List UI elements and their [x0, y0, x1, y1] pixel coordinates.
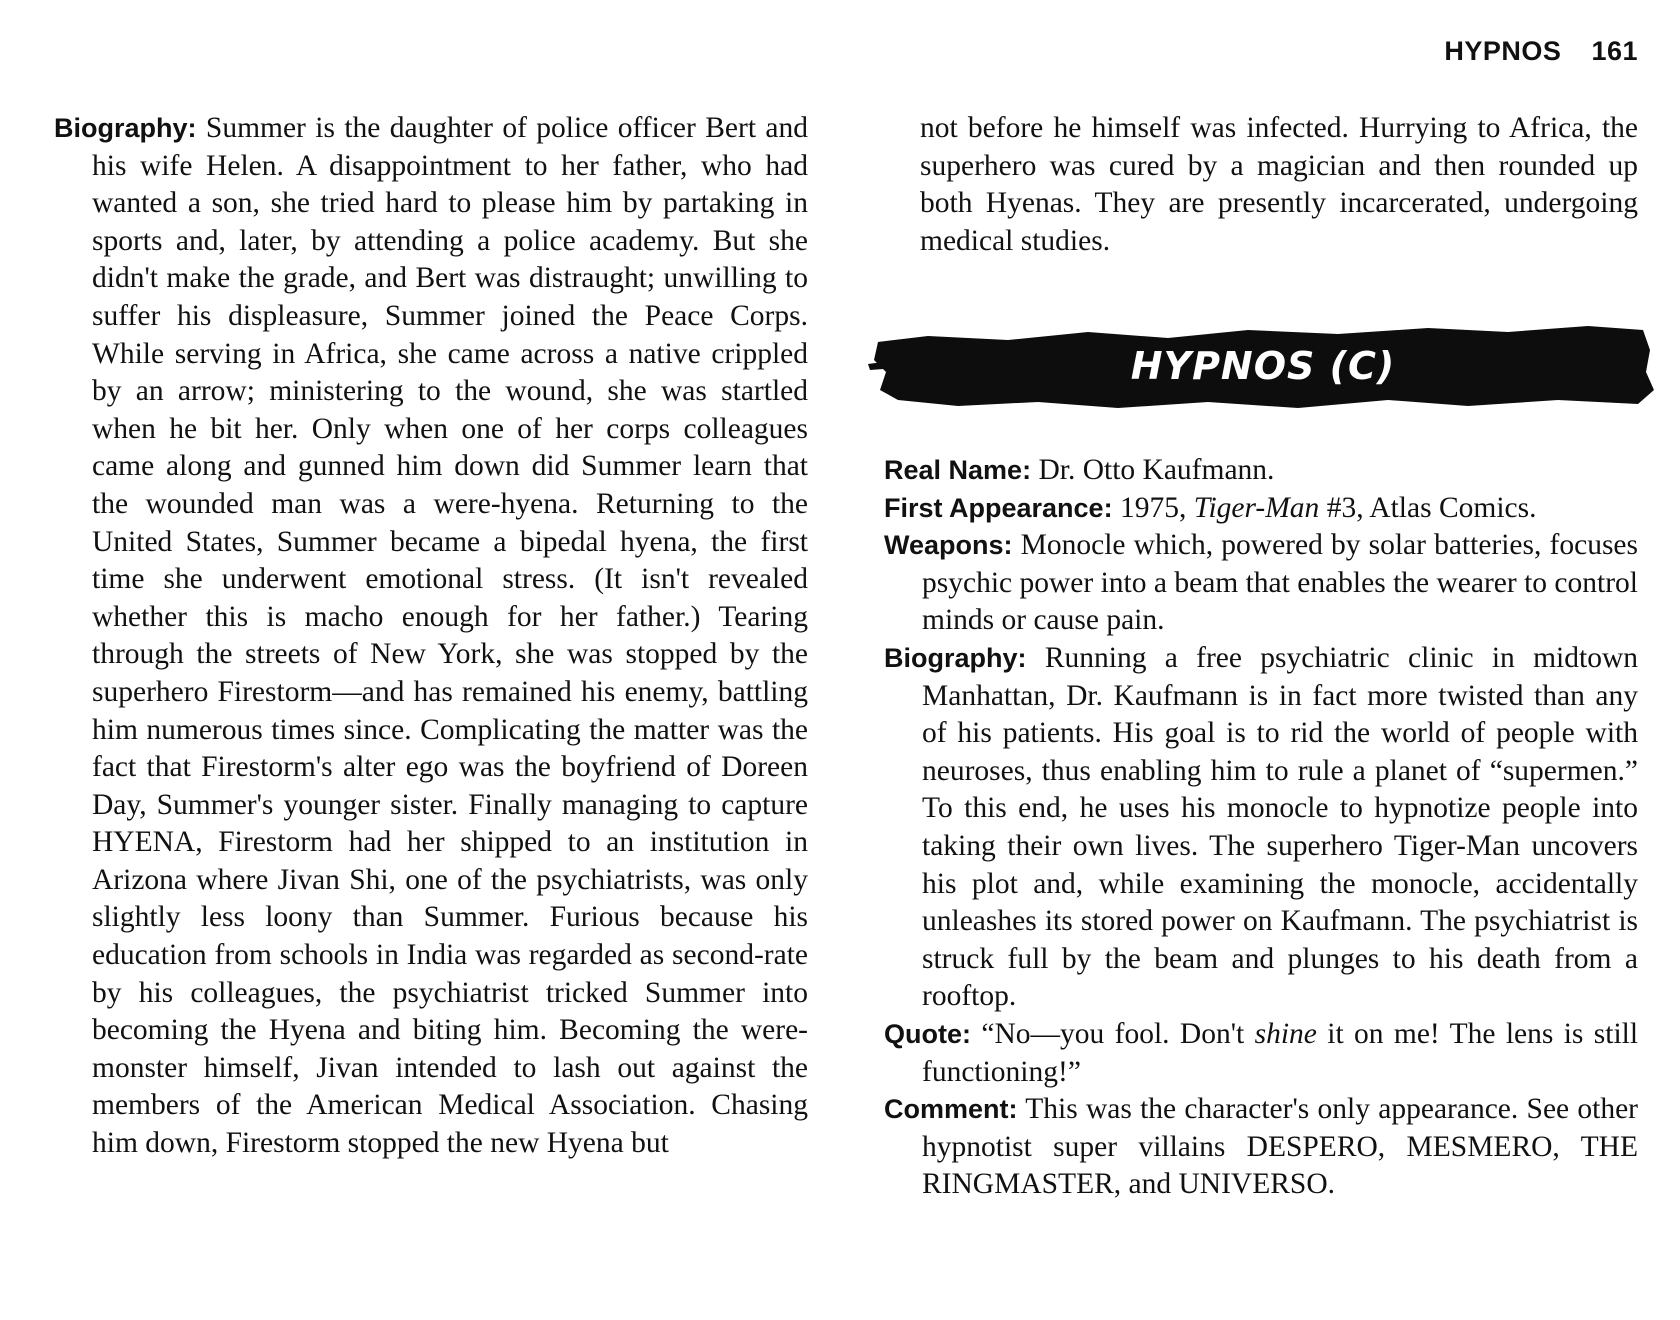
running-head-title: HYPNOS: [1444, 36, 1562, 66]
section-banner: [868, 320, 1658, 412]
quote-text-before: “No—you fool. Don't: [981, 1017, 1245, 1050]
quote-label: Quote:: [884, 1018, 971, 1049]
quote-text-emphasis: shine: [1254, 1017, 1317, 1050]
biography-text: Summer is the daughter of police officer Bert and his wife Helen. A disappointment to her father, who had wanted a son, she tried hard to please him by partaking in sports and, later, by attending a police academy. But she didn't make the grade, and Bert was distraught; unwilling to suffer his displeasure, Summer joined the Peace Corps. While serving in Africa, she came across a native crippled by an arrow; ministering to the wound, she was startled when he bit her. Only when one of her corps colleagues came along and gunned him down did Summer learn that the wounded man was a were-hyena. Returning to the United States, Summer became a bipedal hyena, the first time she underwent emotional stress. (It isn't revealed whether this is macho enough for her father.) Tearing through the streets of New York, she was stopped by the superhero Firestorm—and has remained his enemy, battling him numerous times since. Complicating the matter was the fact that Firestorm's alter ego was the boyfriend of Doreen Day, Summer's younger sister. Finally managing to capture HYENA, Firestorm had her shipped to an institution in Arizona where Jivan Shi, one of the psychiatrists, was only slightly less loony than Summer. Furious because his education from schools in India was regarded as second-rate by his colleagues, the psychiatrist tricked Summer into becoming the Hyena and biting him. Becoming the were-monster himself, Jivan intended to lash out against the members of the American Medical Association. Chasing him down, Firestorm stopped the new Hyena but: [92, 112, 808, 1160]
biography-text-hypnos: Running a free psychiatric clinic in midtown Manhattan, Dr. Kaufmann is in fact more twisted than any of his patients. His goal is to rid the world of people with neuroses, thus enabling him to rule a planet of “supermen.” To this end, he uses his monocle to hypnotize people into taking their own lives. The superhero Tiger-Man uncovers his plot and, while examining the monocle, accidentally unleashes its stored power on Kaufmann. The psychiatrist is struck full by the beam and plunges to his death from a rooftop.: [922, 641, 1638, 1013]
first-appearance-rest: #3, Atlas Comics.: [1326, 491, 1537, 524]
weapons-entry: [884, 527, 1638, 640]
real-name-value: Dr. Otto Kaufmann.: [1038, 454, 1275, 486]
left-column: [54, 110, 808, 1163]
quote-entry: [884, 1016, 1638, 1091]
biography-entry-hyena: [54, 110, 808, 1163]
quote-text-after: it on me! The lens is still functioning!”: [922, 1017, 1639, 1088]
running-head: [1444, 36, 1638, 67]
first-appearance-year: 1975,: [1119, 491, 1187, 524]
weapons-text: Monocle which, powered by solar batteries, focuses psychic power into a beam that enables the wearer to control minds or cause pain.: [922, 529, 1638, 637]
comment-text: This was the character's only appearance. See other hypnotist super villains DESPERO, MESMERO, THE RINGMASTER, and UNIVERSO.: [922, 1093, 1639, 1201]
banner-title: HYPNOS (C): [1130, 344, 1396, 388]
comment-entry: [884, 1091, 1638, 1204]
page-number: 161: [1591, 36, 1638, 66]
biography-entry-hypnos: [884, 640, 1638, 1016]
biography-label-hypnos: Biography:: [884, 642, 1027, 673]
character-fields: [884, 452, 1638, 1204]
real-name-label: Real Name:: [884, 455, 1032, 485]
real-name-entry: [884, 452, 1638, 490]
first-appearance-label: First Appearance:: [884, 492, 1113, 523]
comment-label: Comment:: [884, 1094, 1018, 1125]
first-appearance-entry: [884, 490, 1638, 528]
right-column: [884, 110, 1638, 260]
continued-paragraph: not before he himself was infected. Hurrying to Africa, the superhero was cured by a magician and then rounded up both Hyenas. They are presently incarcerated, undergoing medical studies.: [920, 112, 1638, 257]
biography-label: Biography:: [54, 113, 197, 143]
weapons-label: Weapons:: [884, 530, 1013, 561]
continued-text: [884, 110, 1638, 260]
first-appearance-title: Tiger-Man: [1193, 491, 1320, 524]
